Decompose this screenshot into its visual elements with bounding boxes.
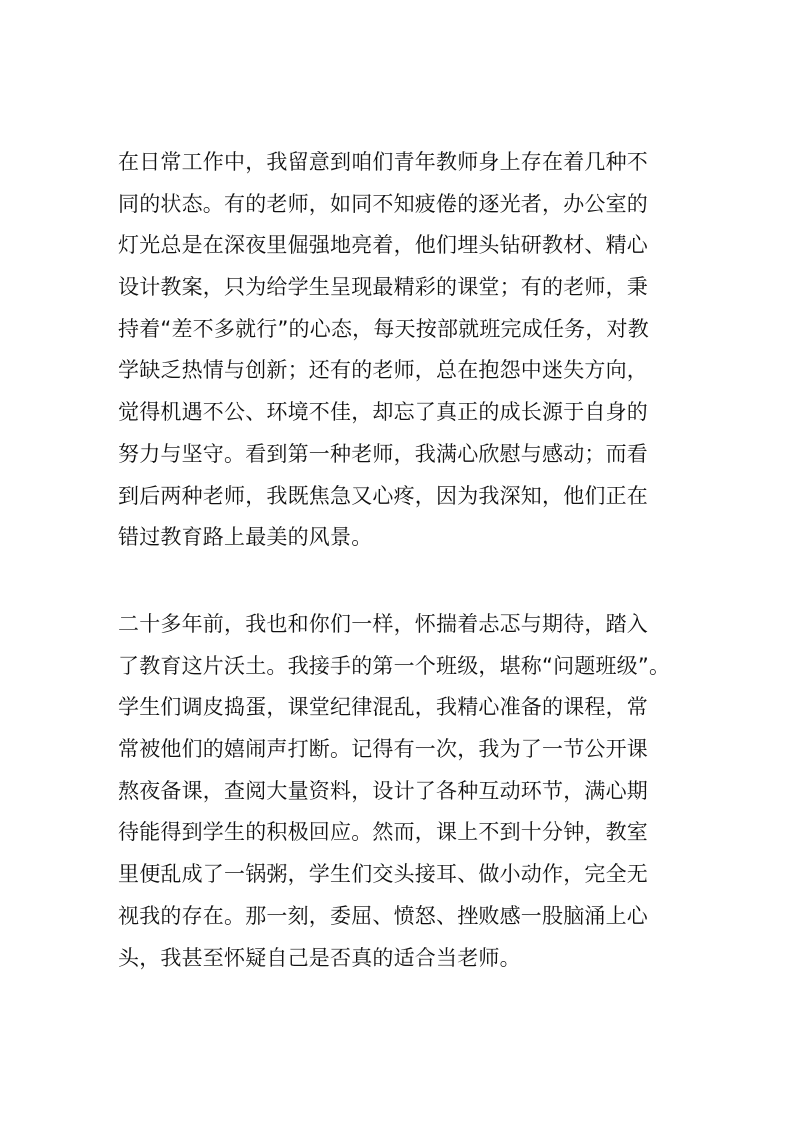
paragraph-line: 视我的存在。那一刻，委屈、愤怒、挫败感一股脑涌上心 [118, 903, 648, 928]
paragraph-line: 学生们调皮捣蛋，课堂纪律混乱，我精心准备的课程，常 [118, 695, 648, 720]
paragraph-line: 学缺乏热情与创新；还有的老师，总在抱怨中迷失方向， [118, 358, 648, 383]
paragraph-line: 常被他们的嬉闹声打断。记得有一次，我为了一节公开课 [118, 737, 648, 762]
paragraph-line: 同的状态。有的老师，如同不知疲倦的逐光者，办公室的 [118, 191, 648, 216]
paragraph-line: 头，我甚至怀疑自己是否真的适合当老师。 [118, 945, 521, 970]
paragraph-1 [118, 142, 678, 559]
paragraph-line: 里便乱成了一锅粥，学生们交头接耳、做小动作，完全无 [118, 862, 648, 887]
paragraph-line: 设计教案，只为给学生呈现最精彩的课堂；有的老师，秉 [118, 275, 648, 300]
paragraph-line: 觉得机遇不公、环境不佳，却忘了真正的成长源于自身的 [118, 400, 648, 425]
paragraph-2 [118, 604, 678, 979]
paragraph-line: 灯光总是在深夜里倔强地亮着，他们埋头钻研教材、精心 [118, 233, 648, 258]
paragraph-line: 熬夜备课，查阅大量资料，设计了各种互动环节，满心期 [118, 778, 648, 803]
paragraph-line: 在日常工作中，我留意到咱们青年教师身上存在着几种不 [118, 150, 648, 174]
paragraph-line: 了教育这片沃土。我接手的第一个班级，堪称“问题班级”。 [118, 653, 671, 678]
paragraph-line: 努力与坚守。看到第一种老师，我满心欣慰与感动；而看 [118, 441, 648, 466]
paragraph-line: 到后两种老师，我既焦急又心疼，因为我深知，他们正在 [118, 483, 648, 508]
paragraph-line: 错过教育路上最美的风景。 [118, 525, 373, 550]
paragraph-line: 待能得到学生的积极回应。然而，课上不到十分钟，教室 [118, 820, 648, 845]
paragraph-line: 持着“差不多就行”的心态，每天按部就班完成任务，对教 [118, 316, 649, 341]
paragraph-line: 二十多年前，我也和你们一样，怀揣着忐忑与期待，踏入 [118, 612, 648, 636]
